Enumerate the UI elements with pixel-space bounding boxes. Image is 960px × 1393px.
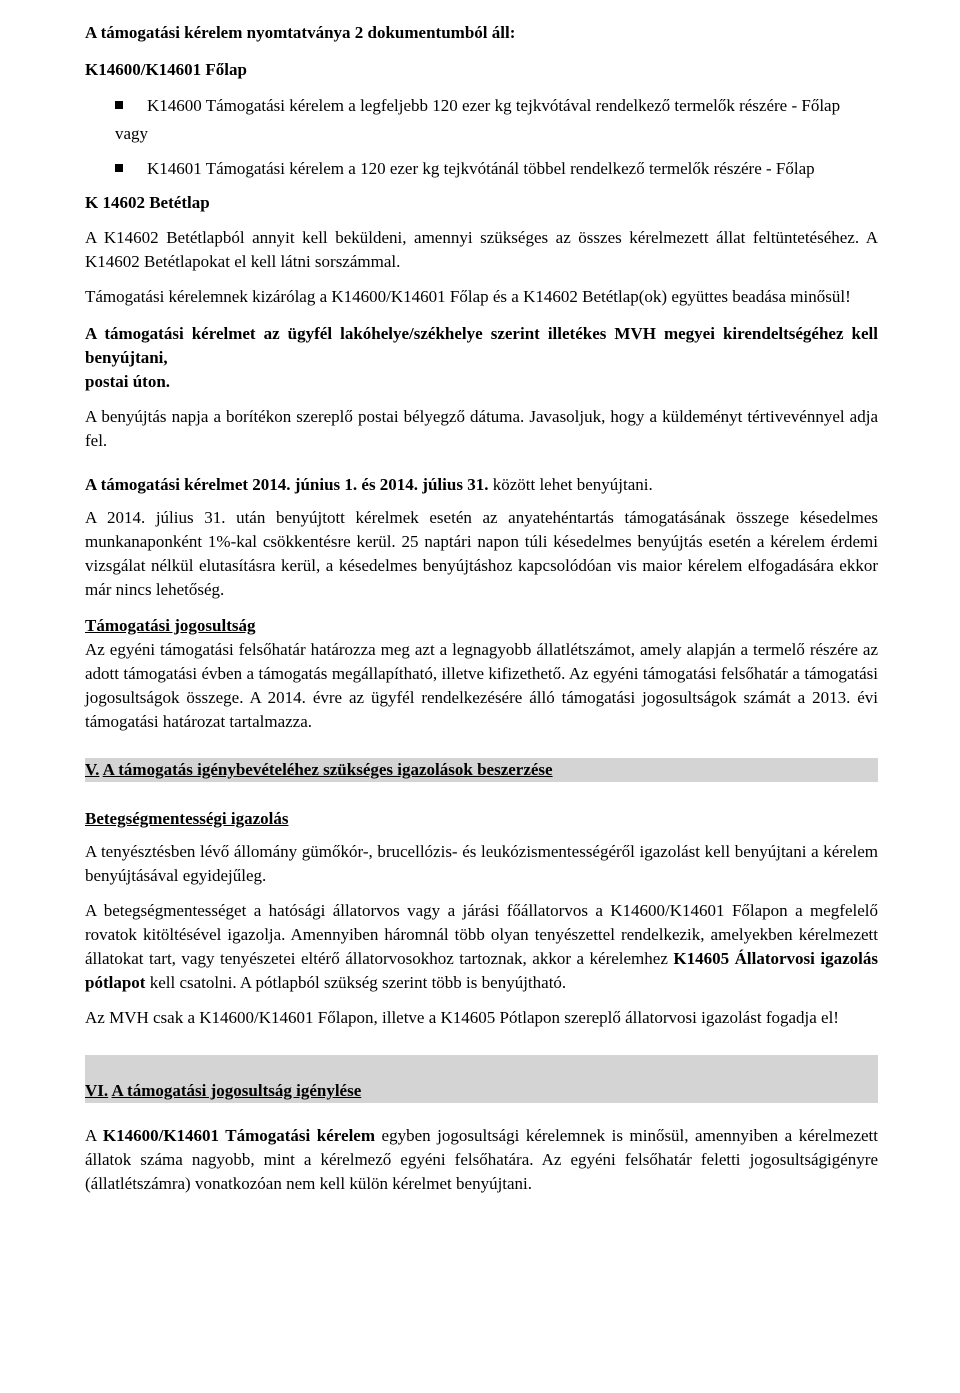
foldlap-title: K14600/K14601 Főlap [85,60,247,79]
betegseg-p3: Az MVH csak a K14600/K14601 Főlapon, illetve a K14605 Pótlapon szereplő állatorvosi igazolást fogadja el! [85,1008,839,1027]
intro-heading: A támogatási kérelem nyomtatványa 2 dokumentumból áll: [85,23,516,42]
section-5-number: V. [85,760,100,779]
section-6-number: VI. [85,1081,109,1100]
section-6-title: A támogatási jogosultság igénylése [111,1081,362,1100]
betetlap-text-a: A K14602 Betétlapból annyit kell beküldeni, amennyi szükséges az összes kérelmezett állat feltüntetéséhez. [85,228,860,247]
form-list-2 [85,157,878,181]
betegseg-p2 [85,899,878,995]
betetlap-text-b: A K14602 Betétlapokat el kell látni sorszámmal. [85,228,878,271]
submit-bold: A támogatási kérelmet az ügyfél lakóhelye/székhelye szerint illetékes MVH megyei kirendeltségéhez kell benyújtani, [85,324,878,367]
section-6-header [85,1055,878,1103]
betegseg-p2-bold: K14605 Állatorvosi igazolás pótlapot [85,949,878,992]
section-6-p1-b: egyben jogosultsági kérelemnek is minősül, amennyiben a kérelmezett állatok száma nagyobb, mint a kérelmező egyéni felsőhatára. Az egyéni felsőhatár feletti jogosultságigényre (állatlétszámra) vonatkozóan nem kell külön kérelmet benyújtani. [85,1126,879,1193]
section-5-header [85,758,878,782]
betegseg-p1: A tenyésztésben lévő állomány gümőkór-, brucellózis- és leukózismentességéről igazolást kell benyújtani a kérelem benyújtásával egyidejűleg. [85,842,878,885]
document-page [85,18,878,1196]
valid-text: Támogatási kérelemnek kizárólag a K14600/K14601 Főlap és a K14602 Betétlap(ok) együttes beadása minősül! [85,287,851,306]
deadline-text [85,473,878,497]
jogosultsag-text: Az egyéni támogatási felsőhatár határozza meg azt a legnagyobb állatlétszámot, amely alapján a termelő részére az adott támogatási évben a támogatás megállapítható, illetve kifizethető. Az egyéni támogatási felsőhatár a támogatási jogosultságok összege. A 2014. évre az ügyfél rendelkezésére álló támogatási jogosultságok számát a 2013. évi támogatási határozat tartalmazza. [85,640,878,731]
betegseg-p2-a: A betegségmentességet a hatósági állatorvos vagy a járási főállatorvos a K14600/K14601 Főlapon a megfelelő rovatok kitöltésével igazolja. Amennyiben háromnál több olyan tenyészettel rendelkezik, amelyekben kérelmezett állatokat tart, vagy tenyészetei eltérő állatorvosokhoz tartoznak, akkor a kérelemhez [85,901,878,968]
section-6-p1 [85,1124,878,1196]
submit-bold-end: postai úton. [85,372,171,391]
late-submission-text: A 2014. július 31. után benyújtott kérelmek esetén az anyatehéntartás támogatásának összege késedelmes munkanaponként 1%-kal csökkentésre kerül. 25 naptári napon túli késedelmes benyújtás esetén a kérelem érdemi vizsgálat nélkül elutasításra kerül, a késedelmes benyújtáshoz kapcsolódóan vis maior kérelem elfogadására ekkor már nincs lehetőség. [85,508,878,599]
betegseg-title: Betegségmentességi igazolás [85,809,289,828]
list-item [85,94,878,118]
form-list-1 [85,94,878,118]
list-item [85,157,878,181]
betegseg-p2-b: kell csatolni. A pótlapból szükség szerint több is benyújtható. [145,973,567,992]
section-6-p1-bold: K14600/K14601 Támogatási kérelem [102,1126,375,1145]
section-5-title: A támogatás igénybevételéhez szükséges igazolások beszerzése [102,760,553,779]
bullet-square-icon [115,101,123,109]
deadline-bold: A támogatási kérelmet 2014. június 1. és 2014. július 31. [85,475,489,494]
betetlap-title: K 14602 Betétlap [85,193,210,212]
or-word: vagy [115,124,149,143]
bullet-text: K14600 Támogatási kérelem a legfeljebb 120 ezer kg tejkvótával rendelkező termelők részére - Főlap [147,96,841,115]
section-6-p1-a: A [85,1126,103,1145]
bullet-square-icon [115,164,123,172]
bullet-text: K14601 Támogatási kérelem a 120 ezer kg tejkvótánál többel rendelkező termelők részére - Főlap [147,159,815,178]
deadline-rest: között lehet benyújtani. [488,475,653,494]
betetlap-text [85,226,878,274]
postmark-text: A benyújtás napja a borítékon szereplő postai bélyegző dátuma. Javasoljuk, hogy a küldeményt tértivevénnyel adja fel. [85,407,878,450]
jogosultsag-title: Támogatási jogosultság [85,616,256,635]
